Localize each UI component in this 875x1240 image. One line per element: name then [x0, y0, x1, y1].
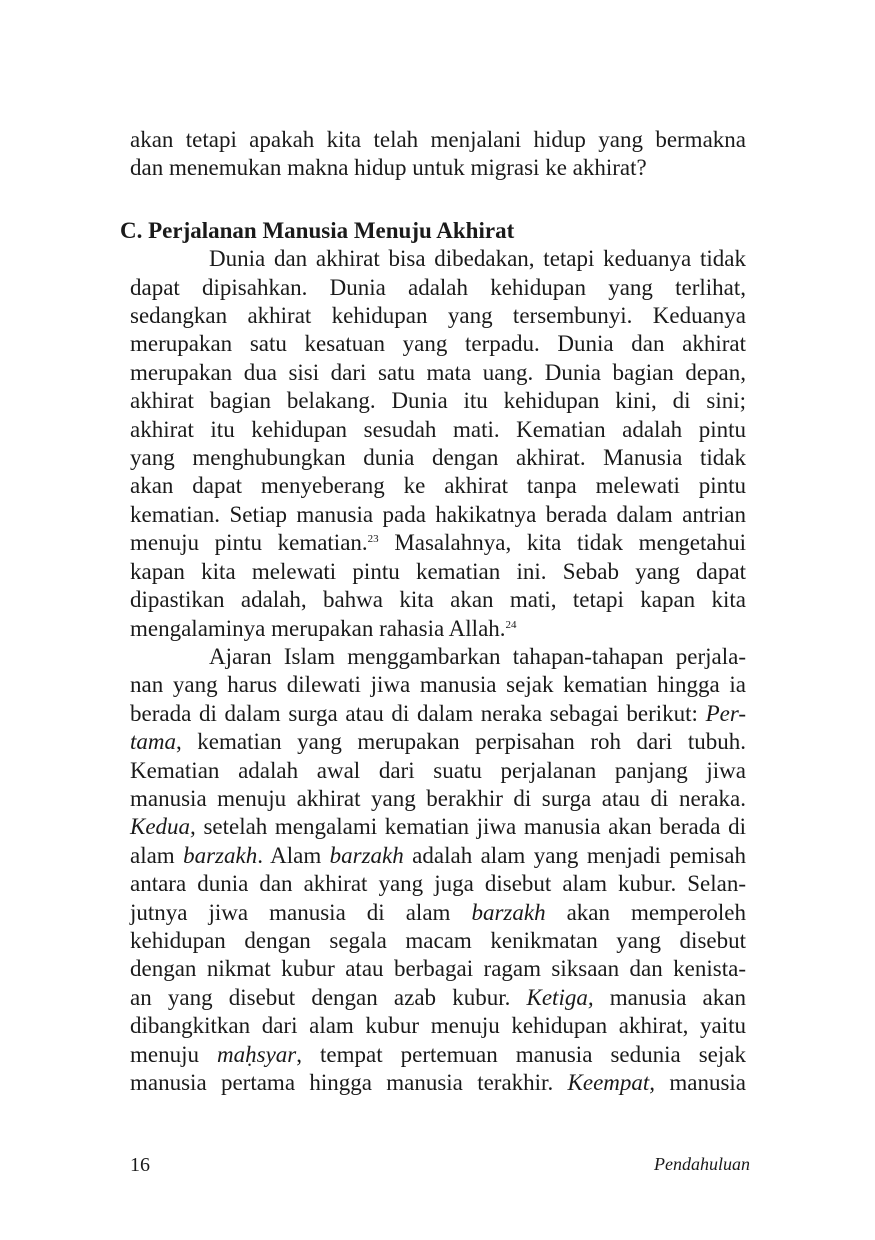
italic-run: barzakh	[471, 899, 546, 925]
italic-run: Kedua,	[130, 814, 196, 840]
text-run: menuju pintu kematian.	[130, 530, 368, 556]
text-run: manusia	[655, 1070, 746, 1095]
text-line: dibangkitkan dari alam kubur menuju kehidupan akhirat, yaitu	[130, 1013, 746, 1039]
section-heading: C. Perjalanan Manusia Menuju Akhirat	[120, 217, 515, 243]
text-run: , tempat pertemuan manusia sedunia sejak	[296, 1041, 746, 1067]
text-line	[130, 728, 746, 756]
text-run: jutnya jiwa manusia di alam	[130, 899, 472, 925]
text-run: , kematian yang merupakan perpisahan roh dari tubuh.	[176, 729, 746, 755]
italic-run: barzakh	[183, 842, 258, 868]
text-line: merupakan satu kesatuan yang terpadu. Dunia dan akhirat	[130, 331, 746, 357]
text-line: Ajaran Islam menggambarkan tahapan-tahapan perjala-	[209, 643, 746, 669]
intro-paragraph	[130, 126, 746, 183]
text-run: alam	[130, 842, 184, 868]
text-line: dengan nikmat kubur atau berbagai ragam siksaan dan kenista-	[130, 956, 746, 982]
text-line: kematian. Setiap manusia pada hakikatnya berada dalam antrian	[130, 501, 746, 527]
text-run: Masalahnya, kita tidak mengetahui	[378, 530, 746, 556]
text-line	[130, 615, 746, 643]
text-run: menuju	[130, 1041, 218, 1067]
text-run: akan memperoleh	[545, 899, 746, 925]
text-run: an yang disebut dengan azab kubur.	[130, 984, 527, 1010]
text-line	[130, 700, 746, 728]
text-run: manusia pertama hingga manusia terakhir.	[130, 1070, 568, 1095]
text-line: kapan kita melewati pintu kematian ini. Sebab yang dapat	[130, 558, 746, 584]
text-run: manusia akan	[593, 984, 746, 1010]
italic-run: Per-	[705, 700, 746, 726]
text-line	[130, 899, 746, 927]
italic-run: barzakh	[329, 842, 404, 868]
text-line: merupakan dua sisi dari satu mata uang. Dunia bagian depan,	[130, 359, 746, 385]
text-line	[130, 529, 746, 557]
text-line: dan menemukan makna hidup untuk migrasi ke akhirat?	[130, 155, 647, 181]
italic-run: maḥsyar	[217, 1041, 297, 1067]
running-footer-section: Pendahuluan	[654, 1154, 750, 1174]
text-run: . Alam	[257, 842, 330, 868]
text-run: setelah mengalami kematian jiwa manusia akan berada di	[195, 814, 746, 840]
text-line: kehidupan dengan segala macam kenikmatan yang disebut	[130, 927, 746, 953]
footnote-ref-23[interactable]: 23	[367, 533, 379, 546]
text-line	[130, 813, 746, 841]
text-line: antara dunia dan akhirat yang juga disebut alam kubur. Selan-	[130, 871, 746, 897]
italic-run: tama	[130, 729, 176, 755]
page-number: 16	[130, 1154, 150, 1176]
page-footer	[130, 1154, 750, 1177]
text-line	[130, 984, 746, 1012]
text-line	[130, 842, 746, 870]
text-run: berada di dalam surga atau di dalam neraka sebagai berikut:	[130, 700, 706, 726]
text-line: manusia menuju akhirat yang berakhir di surga atau di neraka.	[130, 785, 746, 811]
text-line: dapat dipisahkan. Dunia adalah kehidupan yang terlihat,	[130, 274, 746, 300]
italic-run: Ketiga,	[526, 984, 594, 1010]
text-line: akan dapat menyeberang ke akhirat tanpa melewati pintu	[130, 473, 746, 499]
paragraph-1	[130, 245, 746, 643]
text-line: yang menghubungkan dunia dengan akhirat. Manusia tidak	[130, 445, 746, 471]
footnote-ref-24[interactable]: 24	[505, 618, 517, 631]
text-line: Dunia dan akhirat bisa dibedakan, tetapi keduanya tidak	[209, 246, 746, 272]
text-run: mengalaminya merupakan rahasia Allah.	[130, 615, 506, 641]
text-line: akan tetapi apakah kita telah menjalani hidup yang bermakna	[130, 127, 746, 152]
paragraph-2	[130, 643, 746, 1098]
text-line: akhirat bagian belakang. Dunia itu kehidupan kini, di sini;	[130, 388, 746, 414]
text-line: akhirat itu kehidupan sesudah mati. Kematian adalah pintu	[130, 416, 746, 442]
text-line: sedangkan akhirat kehidupan yang tersembunyi. Keduanya	[130, 303, 746, 329]
text-line	[130, 1041, 746, 1069]
page-body	[120, 126, 746, 1097]
text-line: nan yang harus dilewati jiwa manusia sejak kematian hingga ia	[130, 672, 746, 698]
text-line: Kematian adalah awal dari suatu perjalanan panjang jiwa	[130, 757, 746, 783]
text-line	[130, 1069, 746, 1097]
text-run: adalah alam yang menjadi pemisah	[403, 842, 746, 868]
text-line: dipastikan adalah, bahwa kita akan mati, tetapi kapan kita	[130, 587, 746, 613]
italic-run: Keempat,	[567, 1070, 656, 1095]
